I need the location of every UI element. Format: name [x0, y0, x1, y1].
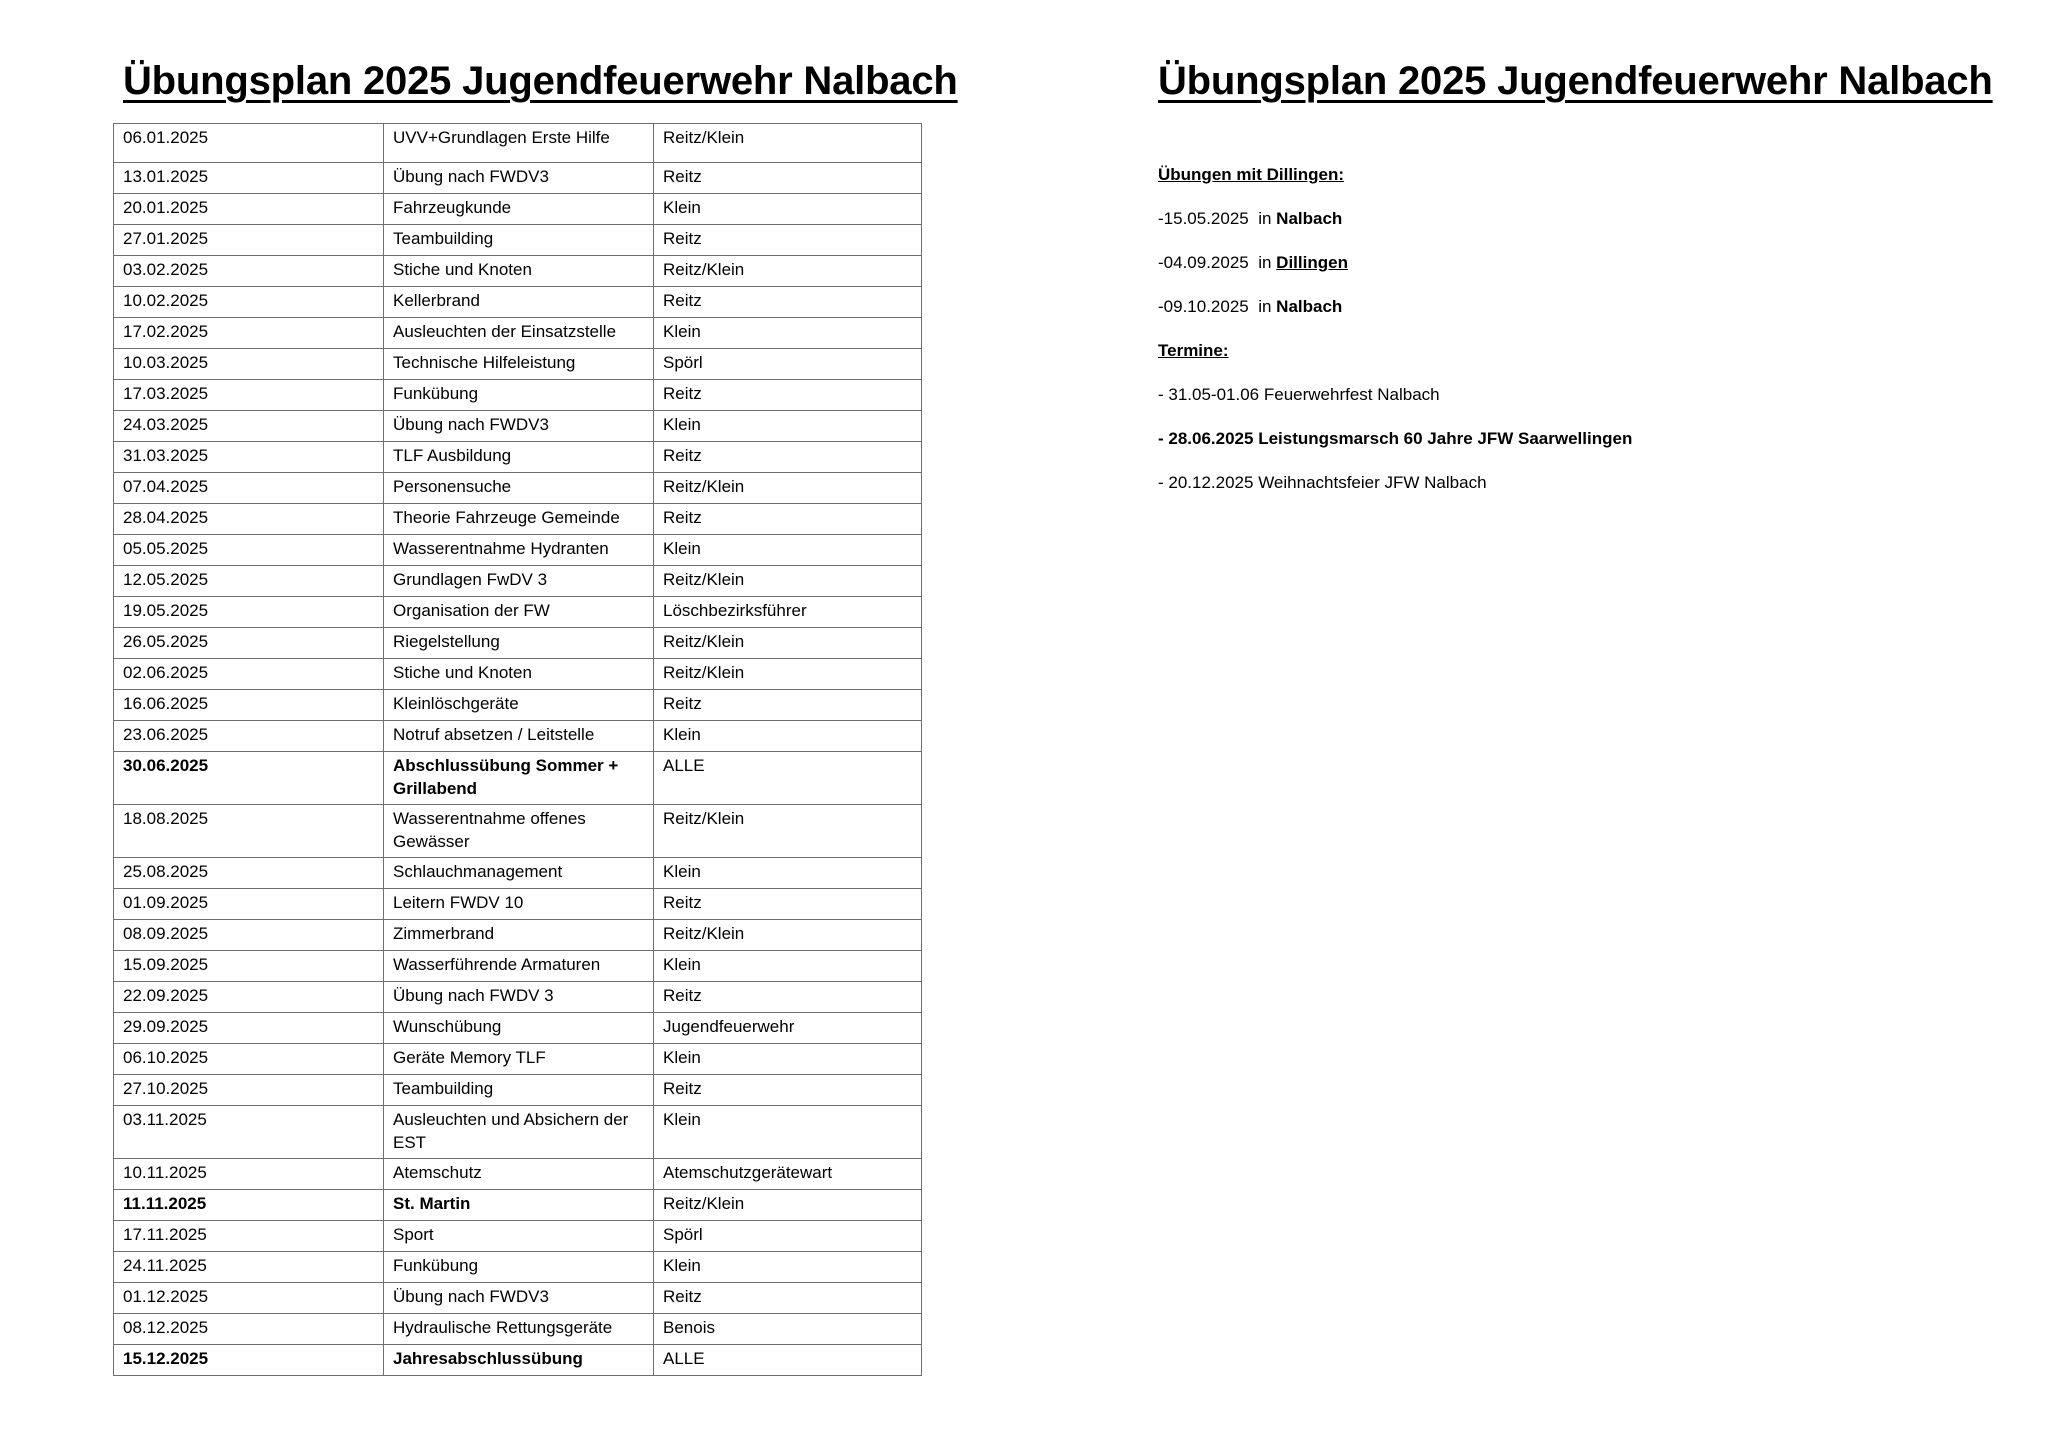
date-cell: 27.01.2025 [114, 225, 384, 256]
lead-cell: Klein [654, 858, 922, 889]
topic-cell: Schlauchmanagement [384, 858, 654, 889]
topic-cell: Ausleuchten und Absichern der EST [384, 1106, 654, 1159]
date-cell: 29.09.2025 [114, 1013, 384, 1044]
topic-cell: Kellerbrand [384, 287, 654, 318]
topic-cell: Stiche und Knoten [384, 256, 654, 287]
date-cell: 06.01.2025 [114, 124, 384, 163]
date-cell: 02.06.2025 [114, 659, 384, 690]
table-row [114, 1013, 922, 1044]
table-row [114, 411, 922, 442]
table-row [114, 889, 922, 920]
termin-item: - 28.06.2025 Leistungsmarsch 60 Jahre JFW Saarwellingen [1158, 429, 1633, 448]
dillingen-place: Nalbach [1276, 297, 1343, 316]
dillingen-item [1158, 296, 1342, 318]
table-row [114, 225, 922, 256]
topic-cell: Sport [384, 1221, 654, 1252]
date-cell: 05.05.2025 [114, 535, 384, 566]
date-cell: 06.10.2025 [114, 1044, 384, 1075]
date-cell: 31.03.2025 [114, 442, 384, 473]
lead-cell: Klein [654, 721, 922, 752]
table-row [114, 1314, 922, 1345]
topic-cell: Funkübung [384, 380, 654, 411]
lead-cell: Klein [654, 1044, 922, 1075]
topic-cell: Theorie Fahrzeuge Gemeinde [384, 504, 654, 535]
date-cell: 16.06.2025 [114, 690, 384, 721]
lead-cell: Klein [654, 951, 922, 982]
topic-cell: Technische Hilfeleistung [384, 349, 654, 380]
date-cell: 07.04.2025 [114, 473, 384, 504]
topic-cell: Teambuilding [384, 225, 654, 256]
lead-cell: Reitz/Klein [654, 805, 922, 858]
topic-cell: Teambuilding [384, 1075, 654, 1106]
dillingen-in: in [1258, 253, 1272, 272]
lead-cell: Reitz/Klein [654, 1190, 922, 1221]
date-cell: 20.01.2025 [114, 194, 384, 225]
lead-cell: Spörl [654, 349, 922, 380]
date-cell: 10.11.2025 [114, 1159, 384, 1190]
table-row [114, 752, 922, 805]
termin-item: - 31.05-01.06 Feuerwehrfest Nalbach [1158, 385, 1440, 404]
table-row [114, 805, 922, 858]
date-cell: 08.12.2025 [114, 1314, 384, 1345]
lead-cell: Reitz/Klein [654, 920, 922, 951]
dillingen-item [1158, 208, 1342, 230]
table-row [114, 380, 922, 411]
table-row [114, 473, 922, 504]
topic-cell: Wasserentnahme offenes Gewässer [384, 805, 654, 858]
date-cell: 03.11.2025 [114, 1106, 384, 1159]
date-cell: 10.03.2025 [114, 349, 384, 380]
lead-cell: Benois [654, 1314, 922, 1345]
topic-cell: Übung nach FWDV 3 [384, 982, 654, 1013]
lead-cell: Reitz [654, 982, 922, 1013]
table-row [114, 1075, 922, 1106]
lead-cell: Reitz [654, 1283, 922, 1314]
lead-cell: Jugendfeuerwehr [654, 1013, 922, 1044]
table-row [114, 951, 922, 982]
lead-cell: Reitz/Klein [654, 256, 922, 287]
topic-cell: Übung nach FWDV3 [384, 163, 654, 194]
topic-cell: TLF Ausbildung [384, 442, 654, 473]
dillingen-in: in [1258, 297, 1272, 316]
dillingen-item [1158, 252, 1348, 274]
table-row [114, 690, 922, 721]
date-cell: 01.09.2025 [114, 889, 384, 920]
lead-cell: Reitz [654, 163, 922, 194]
topic-cell: Notruf absetzen / Leitstelle [384, 721, 654, 752]
dillingen-heading: Übungen mit Dillingen: [1158, 165, 1345, 184]
topic-cell: Wasserentnahme Hydranten [384, 535, 654, 566]
table-row [114, 721, 922, 752]
topic-cell: Atemschutz [384, 1159, 654, 1190]
table-row [114, 1190, 922, 1221]
date-cell: 28.04.2025 [114, 504, 384, 535]
table-row [114, 442, 922, 473]
lead-cell: Spörl [654, 1221, 922, 1252]
date-cell: 10.02.2025 [114, 287, 384, 318]
table-row [114, 535, 922, 566]
topic-cell: UVV+Grundlagen Erste Hilfe [384, 124, 654, 163]
topic-cell: Hydraulische Rettungsgeräte [384, 1314, 654, 1345]
topic-cell: Kleinlöschgeräte [384, 690, 654, 721]
dillingen-place: Dillingen [1276, 253, 1348, 272]
table-row [114, 920, 922, 951]
lead-cell: Klein [654, 411, 922, 442]
date-cell: 17.11.2025 [114, 1221, 384, 1252]
topic-cell: St. Martin [384, 1190, 654, 1221]
page-title-right: Übungsplan 2025 Jugendfeuerwehr Nalbach [1158, 59, 1993, 103]
dillingen-place: Nalbach [1276, 209, 1343, 228]
dillingen-date: -15.05.2025 [1158, 209, 1249, 228]
date-cell: 22.09.2025 [114, 982, 384, 1013]
table-row [114, 566, 922, 597]
lead-cell: Klein [654, 318, 922, 349]
lead-cell: Reitz/Klein [654, 124, 922, 163]
topic-cell: Zimmerbrand [384, 920, 654, 951]
table-row [114, 256, 922, 287]
termin-item: - 20.12.2025 Weihnachtsfeier JFW Nalbach [1158, 473, 1487, 492]
topic-cell: Wasserführende Armaturen [384, 951, 654, 982]
topic-cell: Abschlussübung Sommer + Grillabend [384, 752, 654, 805]
date-cell: 19.05.2025 [114, 597, 384, 628]
table-row [114, 504, 922, 535]
table-row [114, 1252, 922, 1283]
lead-cell: ALLE [654, 752, 922, 805]
topic-cell: Personensuche [384, 473, 654, 504]
topic-cell: Wunschübung [384, 1013, 654, 1044]
date-cell: 24.03.2025 [114, 411, 384, 442]
date-cell: 13.01.2025 [114, 163, 384, 194]
date-cell: 03.02.2025 [114, 256, 384, 287]
termine-heading: Termine: [1158, 341, 1229, 360]
topic-cell: Fahrzeugkunde [384, 194, 654, 225]
table-row [114, 659, 922, 690]
schedule-table-body [114, 124, 922, 1376]
date-cell: 15.12.2025 [114, 1345, 384, 1376]
lead-cell: Reitz [654, 380, 922, 411]
table-row [114, 1345, 922, 1376]
lead-cell: Reitz [654, 889, 922, 920]
lead-cell: Klein [654, 535, 922, 566]
lead-cell: Reitz/Klein [654, 659, 922, 690]
table-row [114, 194, 922, 225]
lead-cell: Klein [654, 1252, 922, 1283]
page-title: Übungsplan 2025 Jugendfeuerwehr Nalbach [123, 59, 958, 103]
table-row [114, 858, 922, 889]
table-row [114, 1283, 922, 1314]
lead-cell: Reitz/Klein [654, 473, 922, 504]
date-cell: 26.05.2025 [114, 628, 384, 659]
date-cell: 23.06.2025 [114, 721, 384, 752]
date-cell: 12.05.2025 [114, 566, 384, 597]
topic-cell: Riegelstellung [384, 628, 654, 659]
date-cell: 18.08.2025 [114, 805, 384, 858]
lead-cell: Reitz/Klein [654, 628, 922, 659]
lead-cell: Reitz [654, 504, 922, 535]
lead-cell: Löschbezirksführer [654, 597, 922, 628]
date-cell: 17.03.2025 [114, 380, 384, 411]
topic-cell: Grundlagen FwDV 3 [384, 566, 654, 597]
topic-cell: Jahresabschlussübung [384, 1345, 654, 1376]
topic-cell: Übung nach FWDV3 [384, 1283, 654, 1314]
table-row [114, 1106, 922, 1159]
topic-cell: Leitern FWDV 10 [384, 889, 654, 920]
dillingen-date: -04.09.2025 [1158, 253, 1249, 272]
date-cell: 11.11.2025 [114, 1190, 384, 1221]
topic-cell: Geräte Memory TLF [384, 1044, 654, 1075]
date-cell: 30.06.2025 [114, 752, 384, 805]
lead-cell: Reitz [654, 225, 922, 256]
date-cell: 01.12.2025 [114, 1283, 384, 1314]
table-row [114, 1221, 922, 1252]
lead-cell: Reitz/Klein [654, 566, 922, 597]
date-cell: 08.09.2025 [114, 920, 384, 951]
table-row [114, 287, 922, 318]
table-row [114, 1159, 922, 1190]
date-cell: 27.10.2025 [114, 1075, 384, 1106]
lead-cell: Klein [654, 1106, 922, 1159]
topic-cell: Ausleuchten der Einsatzstelle [384, 318, 654, 349]
dillingen-date: -09.10.2025 [1158, 297, 1249, 316]
topic-cell: Funkübung [384, 1252, 654, 1283]
table-row [114, 1044, 922, 1075]
table-row [114, 349, 922, 380]
schedule-table [113, 123, 922, 1376]
topic-cell: Übung nach FWDV3 [384, 411, 654, 442]
lead-cell: Atemschutzgerätewart [654, 1159, 922, 1190]
lead-cell: Klein [654, 194, 922, 225]
lead-cell: Reitz [654, 1075, 922, 1106]
topic-cell: Organisation der FW [384, 597, 654, 628]
table-row [114, 124, 922, 163]
lead-cell: Reitz [654, 690, 922, 721]
table-row [114, 318, 922, 349]
date-cell: 15.09.2025 [114, 951, 384, 982]
lead-cell: Reitz [654, 442, 922, 473]
date-cell: 17.02.2025 [114, 318, 384, 349]
lead-cell: Reitz [654, 287, 922, 318]
lead-cell: ALLE [654, 1345, 922, 1376]
date-cell: 24.11.2025 [114, 1252, 384, 1283]
dillingen-in: in [1258, 209, 1272, 228]
table-row [114, 597, 922, 628]
topic-cell: Stiche und Knoten [384, 659, 654, 690]
table-row [114, 982, 922, 1013]
table-row [114, 163, 922, 194]
table-row [114, 628, 922, 659]
date-cell: 25.08.2025 [114, 858, 384, 889]
